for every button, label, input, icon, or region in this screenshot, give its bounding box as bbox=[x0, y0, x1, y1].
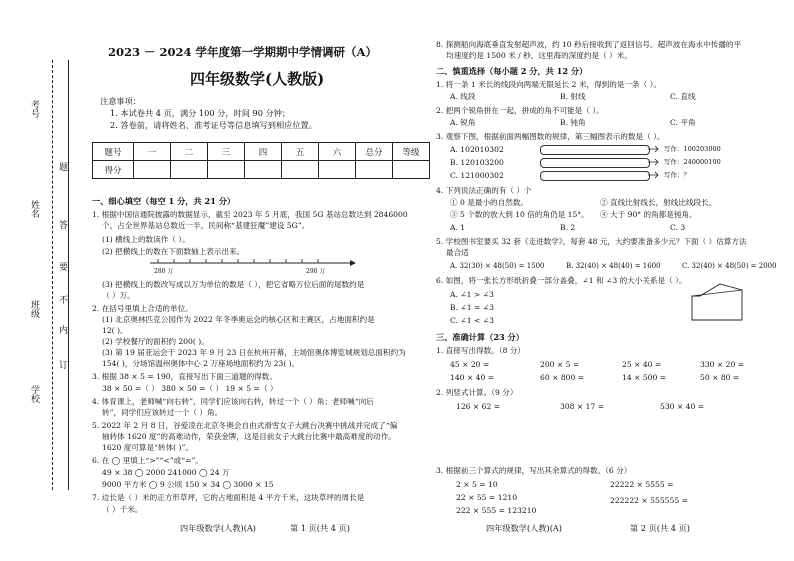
notes-label: 注意事项： bbox=[100, 96, 141, 106]
r-q3: 3. 观察下图，根据前面两幅图数的规律，第三幅图表示的数是（ ）。 bbox=[436, 132, 665, 141]
score-cell[interactable] bbox=[393, 161, 430, 179]
r-q3-write-3: 写作：？ bbox=[664, 171, 690, 179]
calc-2-heading: 2. 列竖式计算。（9 分） bbox=[436, 388, 518, 397]
score-cell: 得分 bbox=[93, 161, 134, 179]
xuexiao-label: 学校 bbox=[29, 385, 39, 403]
r-q5: 5. 学校图书室要买 32 套《走进数学》，每套 48 元，大约要准备多少元？下面（ ）估算方法 bbox=[436, 237, 747, 246]
q6-row-2: 9000 平方米 ◯ 9 公顷 150 × 34 ◯ 3000 × 15 bbox=[102, 480, 274, 489]
footer-left-page: 第 1 页(共 4 页) bbox=[290, 523, 350, 533]
r-q5-opt-b: B. 32(40) × 48(40) = 1600 bbox=[566, 262, 661, 270]
score-header: 四 bbox=[245, 143, 282, 161]
calc-1-item: 140 × 40 = bbox=[450, 373, 495, 382]
r-q1-opt-a: A. 线段 bbox=[450, 92, 476, 101]
score-cell[interactable] bbox=[134, 161, 171, 179]
seal-char-3: 要 bbox=[57, 262, 67, 271]
r-q8-line-b: 均速度约是 1500 米 / 秒，这里海的深度约是（ ）米。 bbox=[446, 51, 632, 60]
note-1: 1. 本试卷共 4 页，满分 100 分，时间 90 分钟； bbox=[110, 108, 291, 118]
score-header: 一 bbox=[134, 143, 171, 161]
seal-char-6: 订 bbox=[57, 360, 67, 369]
q2-line-b: (1) 北京奥林匹克公园作为 2022 年冬季奥运会的核心区和主赛区，占地面积约是 bbox=[102, 315, 375, 324]
r-q4-s3: ③ 5 个数的放大到 10 倍的角仍是 15°。 bbox=[450, 210, 589, 219]
calc-1-item: 50 × 80 = bbox=[700, 373, 740, 382]
calc-1-item: 60 × 800 = bbox=[540, 373, 585, 382]
section-2-heading: 二、慎重选择（每小题 2 分，共 12 分） bbox=[436, 66, 588, 76]
r-q6: 6. 如图，将一张长方形纸折叠一部分盖叠，∠1 和 ∠3 的大小关系是（ ）。 bbox=[436, 276, 687, 285]
score-header: 五 bbox=[282, 143, 319, 161]
q1-part-3b: （ ）万。 bbox=[102, 291, 135, 300]
r-q4: 4. 下列说法正确的有（ ）个 bbox=[436, 186, 532, 195]
q4-line-a: 4. 体育课上，老师喊“向右转”，同学们应该向右转，转过一个（ ）角；老师喊“向后 bbox=[92, 397, 374, 406]
seal-char-5: 内 bbox=[57, 325, 67, 334]
q7-line-b: （ ）千米。 bbox=[102, 505, 143, 514]
q1-part-1: (1) 横线上的数读作（ ）。 bbox=[102, 235, 190, 244]
q5-line-c: 1620 度可算是“转体( )”。 bbox=[102, 443, 193, 452]
binding-solid-line bbox=[68, 60, 69, 490]
r-q6-opt-a: A. ∠1 > ∠3 bbox=[450, 290, 494, 299]
q1-part-2: (2) 把横线上的数在下面数轴上表示出来。 bbox=[102, 247, 245, 256]
calc-1-item: 25 × 40 = bbox=[622, 360, 662, 369]
r-q5-opt-a: A. 32(30) × 48(50) = 1500 bbox=[450, 262, 545, 270]
calc-2-item: 126 × 62 = bbox=[456, 402, 501, 411]
r-q3-write-2: 写作：240000100 bbox=[664, 158, 721, 166]
score-table bbox=[92, 142, 430, 179]
r-q6-opt-c: C. ∠1 < ∠3 bbox=[450, 316, 494, 325]
abacus-row-1 bbox=[540, 145, 650, 155]
r-q4-opt-b: B. 2 bbox=[560, 223, 576, 232]
q2-line-e: (3) 第 19 届亚运会于 2023 年 9 月 23 日在杭州开幕，主场馆奥体博览城规划总面积约为 bbox=[102, 348, 406, 357]
footer-right-title: 四年级数学(人教)(A) bbox=[486, 523, 563, 533]
r-q2-opt-b: B. 钝角 bbox=[560, 118, 586, 127]
pattern-3: 222 × 555 = 123210 bbox=[456, 506, 537, 515]
r-q1-opt-b: B. 射线 bbox=[560, 92, 586, 101]
footer-right-page: 第 2 页(共 4 页) bbox=[630, 523, 690, 533]
pattern-5: 222222 × 555555 = bbox=[610, 496, 688, 505]
score-cell[interactable] bbox=[319, 161, 356, 179]
q3-heading: 3. 根据 38 × 5 = 190，直接写出下面三道题的得数。 bbox=[92, 372, 277, 381]
score-header: 总分 bbox=[356, 143, 393, 161]
q1-line-b: 个，占全世界基站总数近一半，民间称“基建狂魔”建设 5G”。 bbox=[102, 221, 310, 230]
axis-left-label: 280 万 bbox=[154, 268, 174, 275]
r-q3-opt-a: A. 102010302 bbox=[450, 145, 504, 154]
score-header: 六 bbox=[319, 143, 356, 161]
q1-part-3: (3) 把横线上的数改写成以万为单位的数是（ ），把它省略万位后面的尾数约是 bbox=[102, 280, 365, 289]
q5-line-a: 5. 2022 年 2 月 8 日，谷爱凌在北京冬奥会自由式滑雪女子大跳台决赛中挑战并完成了“偏 bbox=[92, 421, 398, 430]
score-header: 等级 bbox=[393, 143, 430, 161]
r-q4-opt-a: A. 1 bbox=[450, 223, 466, 232]
r-q8-line-a: 8. 探测船向海底垂直发射超声波，约 10 秒后接收到了返回信号。超声波在海水中传播的平 bbox=[436, 40, 742, 49]
r-q1: 1. 将一条 1 米长的线段向两端无限延长 2 米，得到的是一条（ ）。 bbox=[436, 80, 662, 89]
seal-char-1: 题 bbox=[57, 162, 67, 171]
abacus-row-2 bbox=[540, 158, 650, 168]
calc-2-item: 530 × 40 = bbox=[660, 402, 705, 411]
calc-1-item: 330 × 20 = bbox=[700, 360, 745, 369]
q3-items: 38 × 50 =（ ） 380 × 50 =（ ） 19 × 5 =（ ） bbox=[102, 384, 278, 393]
arrows bbox=[648, 144, 662, 180]
xingming-label: 姓名 bbox=[29, 200, 39, 218]
pattern-2: 22 × 55 = 1210 bbox=[456, 493, 518, 502]
q6-row-1: 49 × 38 ◯ 2000 241000 ◯ 24 万 bbox=[102, 468, 230, 477]
q1-line-a: 1. 根据中国信通院披露的数据显示，截至 2023 年 5 月底，我国 5G 基站总数达到 2846000 bbox=[92, 210, 408, 219]
ban-label: 班级 bbox=[29, 300, 39, 318]
r-q1-opt-c: C. 直线 bbox=[670, 92, 696, 101]
abacus-row-3 bbox=[540, 171, 650, 181]
calc-1-heading: 1. 直接写出得数。（8 分） bbox=[436, 346, 526, 355]
r-q5-opt-c: C. 32(40) × 48(50) = 2000 bbox=[682, 262, 777, 270]
q2-line-d: (2) 学校餐厅的面积约 200( )。 bbox=[102, 337, 209, 346]
score-cell[interactable] bbox=[171, 161, 208, 179]
r-q4-s4: ④ 大于 90° 的角都是钝角。 bbox=[600, 210, 697, 219]
note-2: 2. 答卷前，请将姓名、准考证号等信息填写到相应位置。 bbox=[110, 120, 317, 130]
q2-line-f: 154( )，分场馆温州奥体中心 2 万座场地面积约为 23( )。 bbox=[102, 359, 300, 368]
r-q4-opt-c: C. 3 bbox=[670, 223, 686, 232]
footer-left-title: 四年级数学(人教)(A) bbox=[180, 523, 257, 533]
q5-line-b: 轴转体 1620 度”的高难动作，荣获金牌，这是目前女子大跳台比赛中最高难度的动作。 bbox=[102, 432, 396, 441]
r-q4-s2: ② 直线比射线长，射线比线段长。 bbox=[600, 198, 717, 207]
score-header: 二 bbox=[171, 143, 208, 161]
r-q2-opt-c: C. 平角 bbox=[670, 118, 696, 127]
r-q4-s1: ① 0 是最小的自然数。 bbox=[450, 198, 529, 207]
q7-line-a: 7. 边长是（ ）米的正方形草坪，它的占地面积是 4 平方千米，这块草坪的周长是 bbox=[92, 493, 365, 502]
seal-char-4: 不 bbox=[57, 295, 67, 304]
section-3-heading: 三、准确计算（23 分） bbox=[436, 332, 524, 342]
exam-subtitle: 四年级数学(人教版) bbox=[190, 70, 325, 88]
calc-2-item: 308 × 17 = bbox=[560, 402, 605, 411]
r-q6-opt-b: B. ∠1 = ∠3 bbox=[450, 303, 494, 312]
calc-1-item: 45 × 20 = bbox=[450, 360, 490, 369]
exam-title: 2023 － 2024 学年度第一学期期中学情调研（A） bbox=[108, 45, 377, 59]
r-q2-opt-a: A. 锐角 bbox=[450, 118, 476, 127]
r-q5-b: 最合适 bbox=[446, 248, 469, 257]
r-q2: 2. 把两个锐角拼在一起，拼成的角不可能是（ ）。 bbox=[436, 106, 604, 115]
score-cell[interactable] bbox=[282, 161, 319, 179]
calc-1-item: 14 × 500 = bbox=[622, 373, 667, 382]
calc-3-heading: 3. 根据前三个算式的规律，写出其余算式的得数。（6 分） bbox=[436, 466, 632, 475]
number-line bbox=[150, 258, 360, 274]
score-cell[interactable] bbox=[208, 161, 245, 179]
q2-heading: 2. 在括号里填上合适的单位。 bbox=[92, 304, 193, 313]
seal-char-2: 答 bbox=[57, 220, 67, 229]
q6-heading: 6. 在 ◯ 里填上“>”“<”或“=”。 bbox=[92, 456, 203, 465]
binding-dashed-line bbox=[52, 60, 53, 490]
score-header: 三 bbox=[208, 143, 245, 161]
pattern-4: 22222 × 5555 = bbox=[610, 480, 674, 489]
section-1-heading: 一、细心填空（每空 1 分，共 21 分） bbox=[92, 196, 236, 206]
r-q3-opt-c: C. 121000302 bbox=[450, 171, 504, 180]
q4-line-b: 转”，同学们应该转过一个（ ）角。 bbox=[102, 408, 223, 417]
score-cell[interactable] bbox=[356, 161, 393, 179]
axis-right-label: 290 万 bbox=[306, 268, 326, 275]
kaohao-label: 考号 bbox=[29, 100, 39, 118]
r-q3-opt-b: B. 120103200 bbox=[450, 158, 504, 167]
folded-rectangle-figure bbox=[690, 282, 750, 322]
score-cell[interactable] bbox=[245, 161, 282, 179]
calc-1-item: 200 × 5 = bbox=[540, 360, 580, 369]
q2-line-c: 12( )。 bbox=[102, 326, 128, 335]
pattern-1: 2 × 5 = 10 bbox=[456, 480, 498, 489]
score-header: 题号 bbox=[93, 143, 134, 161]
r-q3-write-1: 写作：100203000 bbox=[664, 145, 721, 153]
